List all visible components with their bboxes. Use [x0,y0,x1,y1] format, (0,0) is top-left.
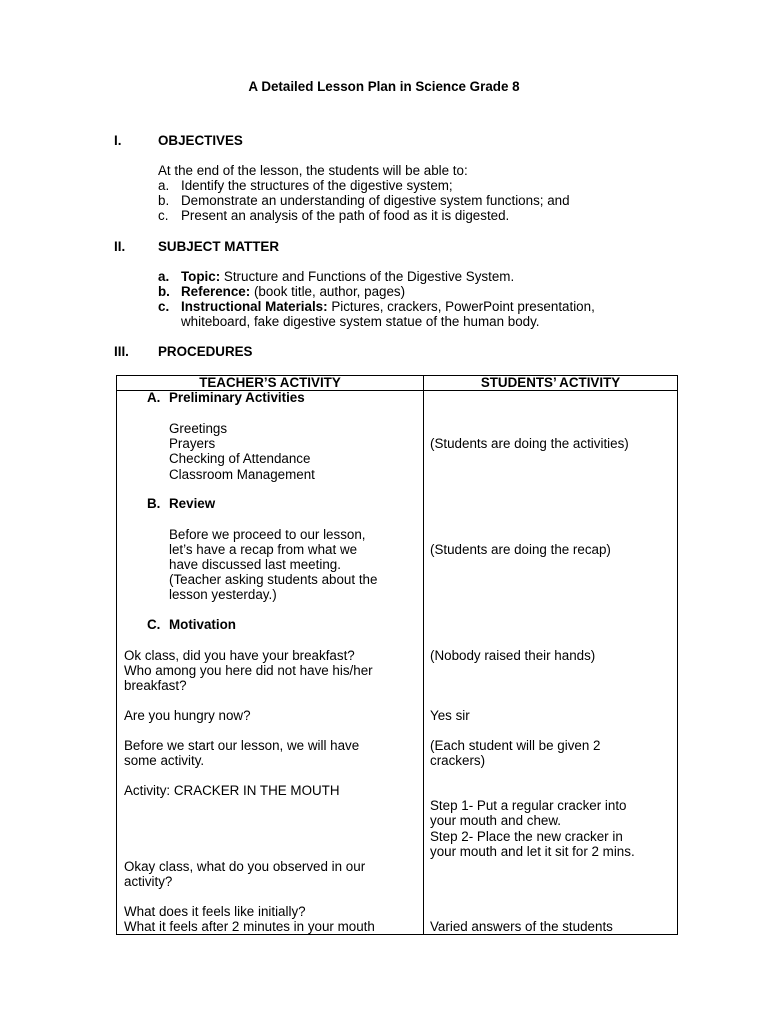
motivation-question: activity? [124,874,173,889]
objective-letter: a. [158,178,170,193]
activity-step: Step 2- Place the new cracker in [430,829,623,844]
materials-continuation: whiteboard, fake digestive system statue of the human body. [181,314,540,329]
column-divider [423,376,424,934]
motivation-question: Are you hungry now? [124,708,251,723]
motivation-question: breakfast? [124,678,187,693]
objective-letter: b. [158,193,170,208]
preliminary-letter: A. [147,390,161,405]
preliminary-item: Classroom Management [169,467,315,482]
activity-title: Activity: CRACKER IN THE MOUTH [124,783,340,798]
review-letter: B. [147,496,161,511]
activity-step: your mouth and chew. [430,813,562,828]
reference-text: (book title, author, pages) [253,284,406,299]
subject-item-topic [181,269,514,284]
preliminary-item: Checking of Attendance [169,451,311,466]
subject-item-materials [181,299,595,314]
teacher-activity-header: TEACHER’S ACTIVITY [199,375,341,390]
motivation-question: Who among you here did not have his/her [124,663,373,678]
subject-matter-heading: SUBJECT MATTER [158,239,280,254]
topic-label: Topic: [181,269,221,284]
objectives-heading: OBJECTIVES [158,133,243,148]
motivation-question: Ok class, did you have your breakfast? [124,648,355,663]
motivation-question: Before we start our lesson, we will have [124,738,360,753]
objectives-numeral: I. [114,133,122,148]
motivation-title: Motivation [169,617,236,632]
objective-item: Identify the structures of the digestive system; [181,178,453,193]
review-line: Before we proceed to our lesson, [169,527,366,542]
review-title: Review [169,496,216,511]
objectives-intro: At the end of the lesson, the students will be able to: [158,163,468,178]
subject-item-letter: b. [158,284,170,299]
review-line: (Teacher asking students about the [169,572,378,587]
procedures-heading: PROCEDURES [158,344,253,359]
review-line: let’s have a recap from what we [169,542,358,557]
motivation-response: (Nobody raised their hands) [430,648,596,663]
motivation-question: What it feels after 2 minutes in your mouth [124,919,375,934]
subject-item-reference [181,284,405,299]
review-student-response: (Students are doing the recap) [430,542,611,557]
subject-matter-numeral: II. [114,239,126,254]
objective-letter: c. [158,208,169,223]
materials-text: Pictures, crackers, PowerPoint presentation, [331,299,595,314]
procedures-numeral: III. [114,344,129,359]
motivation-question: some activity. [124,753,205,768]
motivation-response: Yes sir [430,708,470,723]
motivation-letter: C. [147,617,161,632]
review-line: lesson yesterday.) [169,587,277,602]
objective-item: Demonstrate an understanding of digestive system functions; and [181,193,570,208]
activity-step: Step 1- Put a regular cracker into [430,798,627,813]
preliminary-item: Greetings [169,421,228,436]
students-activity-header: STUDENTS’ ACTIVITY [480,375,621,390]
objective-item: Present an analysis of the path of food as it is digested. [181,208,510,223]
procedures-table [116,375,678,935]
motivation-question: What does it feels like initially? [124,904,306,919]
document-title: A Detailed Lesson Plan in Science Grade 8 [248,79,520,94]
preliminary-title: Preliminary Activities [169,390,305,405]
motivation-question: Okay class, what do you observed in our [124,859,366,874]
motivation-response: (Each student will be given 2 [430,738,601,753]
preliminary-item: Prayers [169,436,216,451]
subject-item-letter: c. [158,299,170,314]
review-line: have discussed last meeting. [169,557,341,572]
preliminary-student-response: (Students are doing the activities) [430,436,629,451]
materials-label: Instructional Materials: [181,299,328,314]
reference-label: Reference: [181,284,251,299]
subject-item-letter: a. [158,269,170,284]
motivation-response: Varied answers of the students [430,919,613,934]
activity-step: your mouth and let it sit for 2 mins. [430,844,635,859]
motivation-response: crackers) [430,753,486,768]
topic-text: Structure and Functions of the Digestive System. [223,269,515,284]
